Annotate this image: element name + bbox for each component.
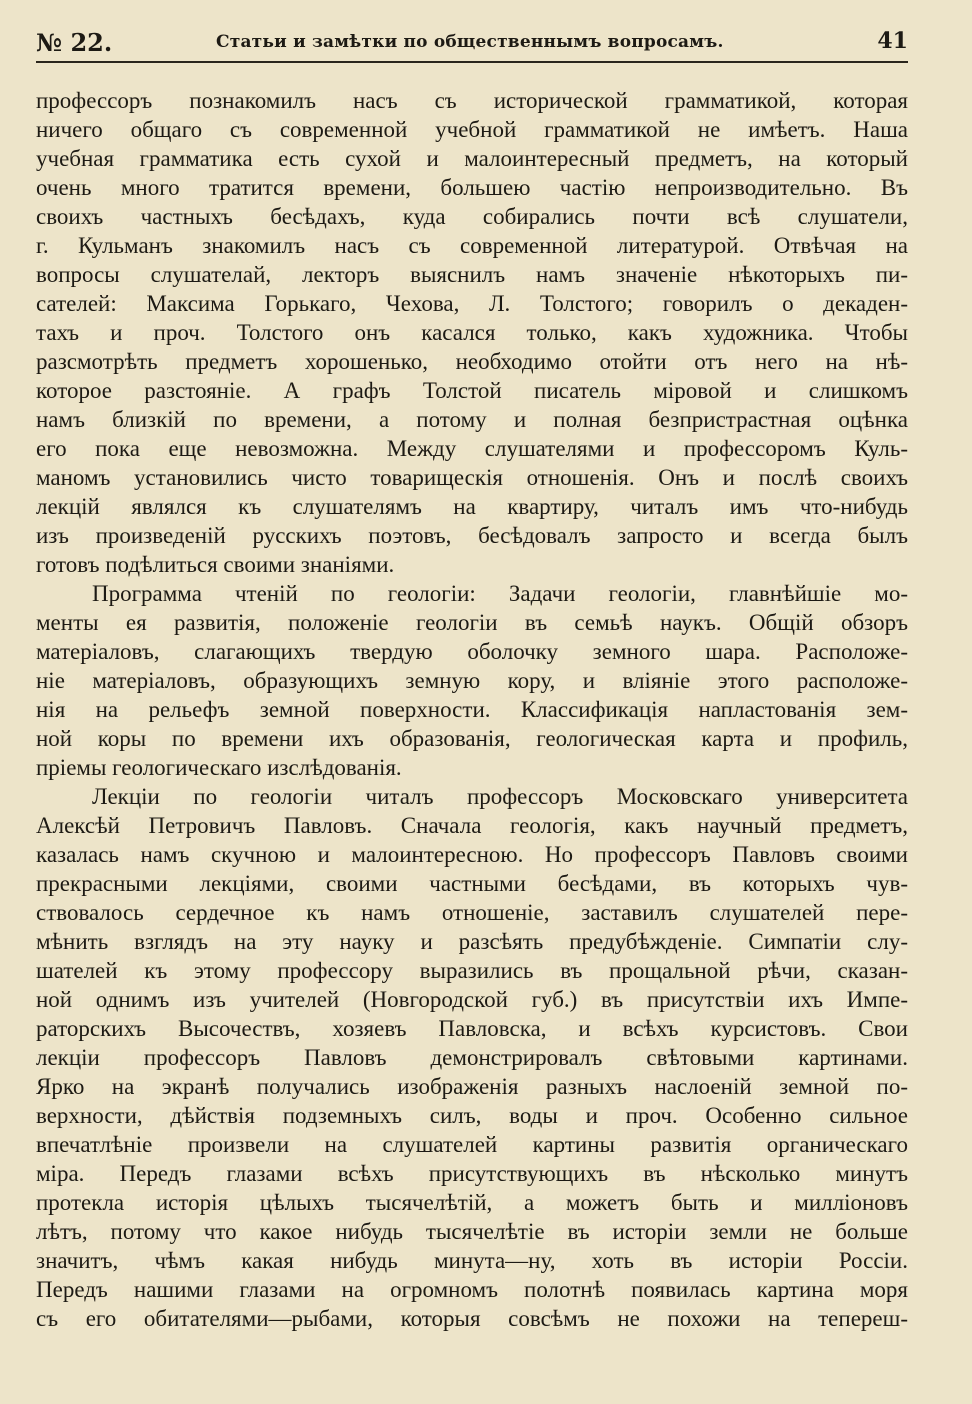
text-line: лѣтъ, потому что какое нибудь тысячелѣтіе въ исторіи земли не больше [36,1219,908,1244]
text-line: намъ близкій по времени, а потому и полная безпристрастная оцѣнка [36,407,908,432]
text-line: прекрасными лекціями, своими частными бесѣдами, въ которыхъ чув- [36,871,908,896]
text-line: вопросы слушателай, лекторъ выяснилъ намъ значеніе нѣкоторыхъ пи- [36,262,908,287]
text-line: Программа чтеній по геологіи: Задачи геологіи, главнѣйшіе мо- [92,581,908,606]
text-line: шателей къ этому профессору выразились въ прощальной рѣчи, сказан- [36,958,908,983]
running-header [36,28,908,58]
text-line: маномъ установились чисто товарищескія отношенія. Онъ и послѣ своихъ [36,465,908,490]
text-line: изъ произведеній русскихъ поэтовъ, бесѣдовалъ запросто и всегда былъ [36,523,908,548]
header-rule [36,61,908,63]
text-line: Ярко на экранѣ получались изображенія разныхъ наслоеній земной по- [36,1074,908,1099]
page-number: 41 [877,28,908,54]
text-line: готовъ подѣлиться своими знаніями. [36,552,395,577]
text-line: Передъ нашими глазами на огромномъ полотнѣ появилась картина моря [36,1277,908,1302]
text-line: ствовалось сердечное къ намъ отношеніе, заставилъ слушателей пере- [36,900,908,925]
text-line: мѣнить взглядъ на эту науку и разсѣять предубѣжденіе. Симпатіи слу- [36,929,908,954]
text-line: пріемы геологическаго изслѣдованія. [36,755,402,780]
text-line: съ его обитателями—рыбами, которыя совсѣмъ не похожи на тепереш- [36,1306,908,1331]
text-line: матеріаловъ, слагающихъ твердую оболочку земного шара. Расположе- [36,639,908,664]
text-line: сателей: Максима Горькаго, Чехова, Л. Толстого; говорилъ о декаден- [36,291,908,316]
section-title: Статьи и замѣтки по общественнымъ вопросамъ. [216,32,724,52]
text-line: Лекціи по геологіи читалъ профессоръ Московскаго университета [92,784,908,809]
text-line: казалась намъ скучною и малоинтересною. Но профессоръ Павловъ своими [36,842,908,867]
text-line: впечатлѣніе произвели на слушателей картины развитія органическаго [36,1132,908,1157]
text-line: учебная грамматика есть сухой и малоинтересный предметъ, на который [36,146,908,171]
text-line: міра. Передъ глазами всѣхъ присутствующихъ въ нѣсколько минутъ [36,1161,908,1186]
text-line: разсмотрѣть предметъ хорошенько, необходимо отойти отъ него на нѣ- [36,349,908,374]
text-line: ной однимъ изъ учителей (Новгородской губ.) въ присутствіи ихъ Импе- [36,987,908,1012]
text-line: менты ея развитія, положеніе геологіи въ семьѣ наукъ. Общій обзоръ [36,610,908,635]
text-line: протекла исторія цѣлыхъ тысячелѣтій, а можетъ быть и милліоновъ [36,1190,908,1215]
text-line: г. Кульманъ знакомилъ насъ съ современной литературой. Отвѣчая на [36,233,908,258]
text-line: раторскихъ Высочествъ, хозяевъ Павловска, и всѣхъ курсистовъ. Свои [36,1016,908,1041]
text-line: ной коры по времени ихъ образованія, геологическая карта и профиль, [36,726,908,751]
text-line: ніе матеріаловъ, образующихъ земную кору, и вліяніе этого расположе- [36,668,908,693]
text-line: верхности, дѣйствія подземныхъ силъ, воды и проч. Особенно сильное [36,1103,908,1128]
text-line: лекціи профессоръ Павловъ демонстрировалъ свѣтовыми картинами. [36,1045,908,1070]
text-line: тахъ и проч. Толстого онъ касался только, какъ художника. Чтобы [36,320,908,345]
text-line: своихъ частныхъ бесѣдахъ, куда собирались почти всѣ слушатели, [36,204,908,229]
text-line: его пока еще невозможна. Между слушателями и профессоромъ Куль- [36,436,908,461]
issue-number: № 22. [36,28,113,57]
article-body [36,86,908,1333]
text-line: Алексѣй Петровичъ Павловъ. Сначала геологія, какъ научный предметъ, [36,813,908,838]
text-line: ничего общаго съ современной учебной грамматикой не имѣетъ. Наша [36,117,908,142]
text-line: очень много тратится времени, большею частію непроизводительно. Въ [36,175,908,200]
text-line: значитъ, чѣмъ какая нибудь минута—ну, хоть въ исторіи Россіи. [36,1248,908,1273]
text-line: лекцій являлся къ слушателямъ на квартиру, читалъ имъ что-нибудь [36,494,908,519]
text-line: нія на рельефъ земной поверхности. Классификація напластованія зем- [36,697,908,722]
text-line: профессоръ познакомилъ насъ съ исторической грамматикой, которая [36,88,908,113]
text-line: которое разстояніе. А графъ Толстой писатель міровой и слишкомъ [36,378,908,403]
